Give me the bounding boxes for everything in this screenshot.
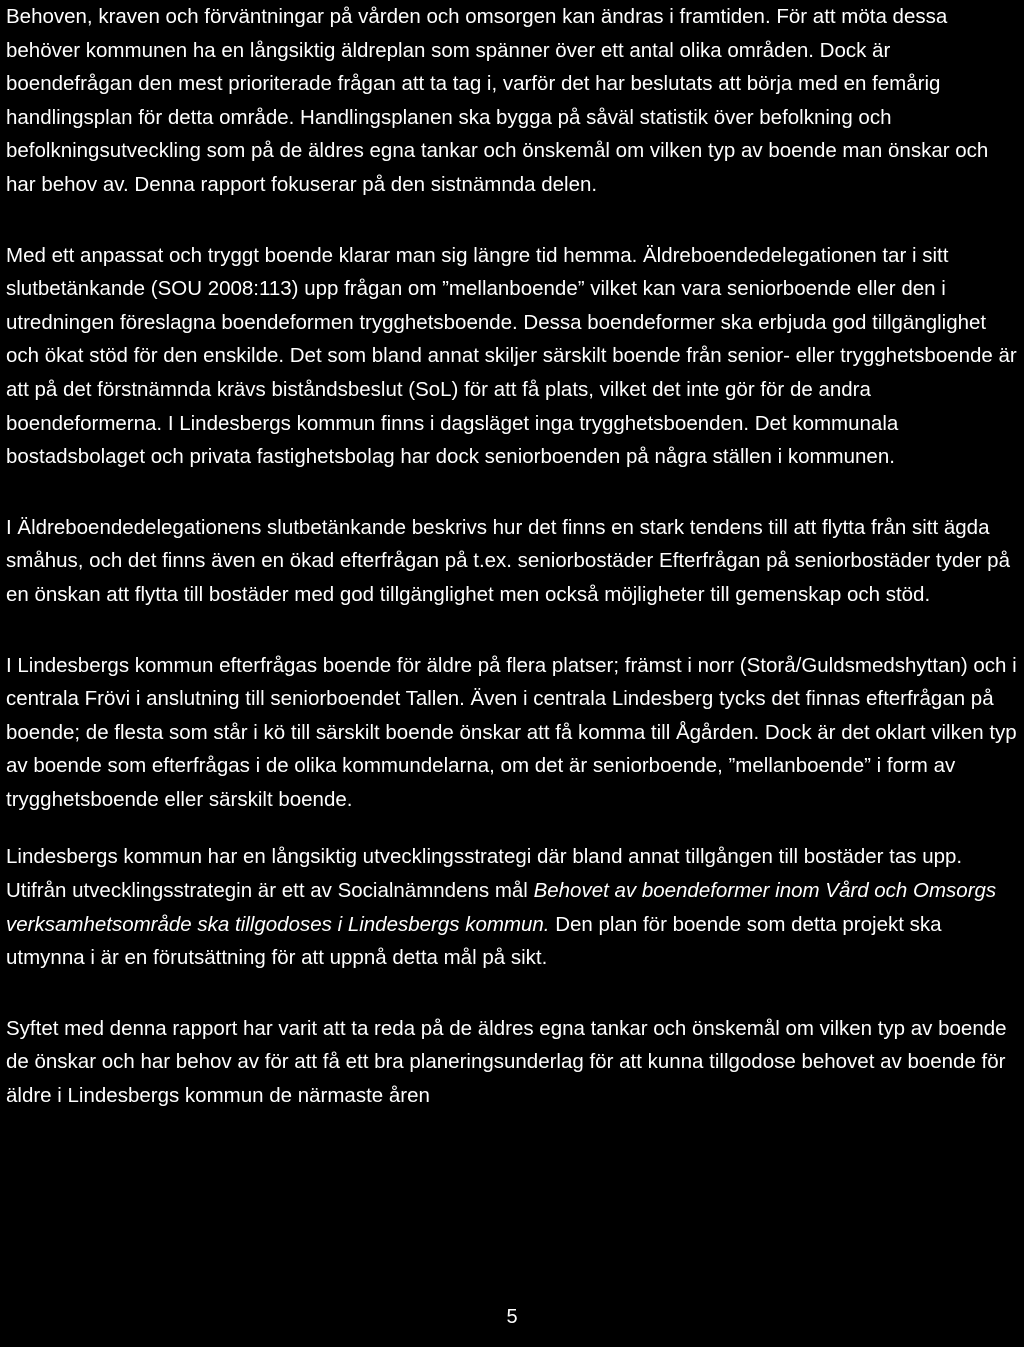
document-page xyxy=(6,0,1022,1113)
paragraph-development-strategy xyxy=(6,840,1022,974)
paragraph-local-demand: I Lindesbergs kommun efterfrågas boende för äldre på flera platser; främst i norr (Storå/Guldsmedshyttan) och i centrala Frövi i anslutning till seniorboendet Tallen. Även i centrala Lindesberg tycks det finnas efterfrågan på boende; de flesta som står i kö till särskilt boende önskar att få komma till Ågården. Dock är det oklart vilken typ av boende som efterfrågas i de olika kommundelarna, om det är seniorboende, ”mellanboende” i form av trygghetsboende eller särskilt boende. xyxy=(6,653,1017,811)
social-committee-goal: Behovet av boendeformer inom Vård och Omsorgs verksamhetsområde ska tillgodoses i Lindesbergs kommun. xyxy=(6,879,997,936)
paragraph-delegation-report: I Äldreboendedelegationens slutbetänkande beskrivs hur det finns en stark tendens till att flytta från sitt ägda småhus, och det finns även en ökad efterfrågan på t.ex. seniorbostäder Efterfrågan på seniorbostäder tyder på en önskan att flytta till bostäder med god tillgänglighet men också möjligheter till gemenskap och stöd. xyxy=(6,515,1010,606)
page-number: 5 xyxy=(506,1306,518,1328)
strategy-text-end: Den plan för boende som detta projekt ska utmynna i är en förutsättning för att uppnå detta mål på sikt. xyxy=(6,912,942,970)
paragraph-housing-safety: Med ett anpassat och tryggt boende klarar man sig längre tid hemma. Äldreboendedelegationen tar i sitt slutbetänkande (SOU 2008:113) upp frågan om ”mellanboende” vilket kan vara seniorboende eller den i utredningen föreslagna boendeformen trygghetsboende. Dessa boendeformer ska erbjuda god tillgänglighet och ökat stöd för den enskilde. Det som bland annat skiljer särskilt boende från senior- eller trygghetsboende är att på det förstnämnda krävs biståndsbeslut (SoL) för att få plats, vilket det inte gör för de andra boendeformerna. I Lindesbergs kommun finns i dagsläget inga trygghetsboenden. Det kommunala bostadsbolaget och privata fastighetsbolag har dock seniorboenden på några ställen i kommunen. xyxy=(6,243,1017,469)
paragraph-needs-and-plan: Behoven, kraven och förväntningar på vården och omsorgen kan ändras i framtiden. För att möta dessa behöver kommunen ha en långsiktig äldreplan som spänner över ett antal olika områden. Dock är boendefrågan den mest prioriterade frågan att ta tag i, varför det har beslutats att börja med en femårig handlingsplan för detta område. Handlingsplanen ska bygga på såväl statistik över befolkning och befolkningsutveckling som på de äldres egna tankar och önskemål om vilken typ av boende man önskar och har behov av. Denna rapport fokuserar på den sistnämnda delen. xyxy=(6,5,989,196)
paragraph-report-purpose: Syftet med denna rapport har varit att ta reda på de äldres egna tankar och önskemål om vilken typ av boende de önskar och har behov av för att få ett bra planeringsunderlag för att kunna tillgodose behovet av boende för äldre i Lindesbergs kommun de närmaste åren xyxy=(6,1016,1007,1108)
strategy-text-start: Lindesbergs kommun har en långsiktig utvecklingsstrategi där bland annat tillgången till bostäder tas upp. Utifrån utvecklingsstrategin är ett av Socialnämndens mål xyxy=(6,845,963,903)
